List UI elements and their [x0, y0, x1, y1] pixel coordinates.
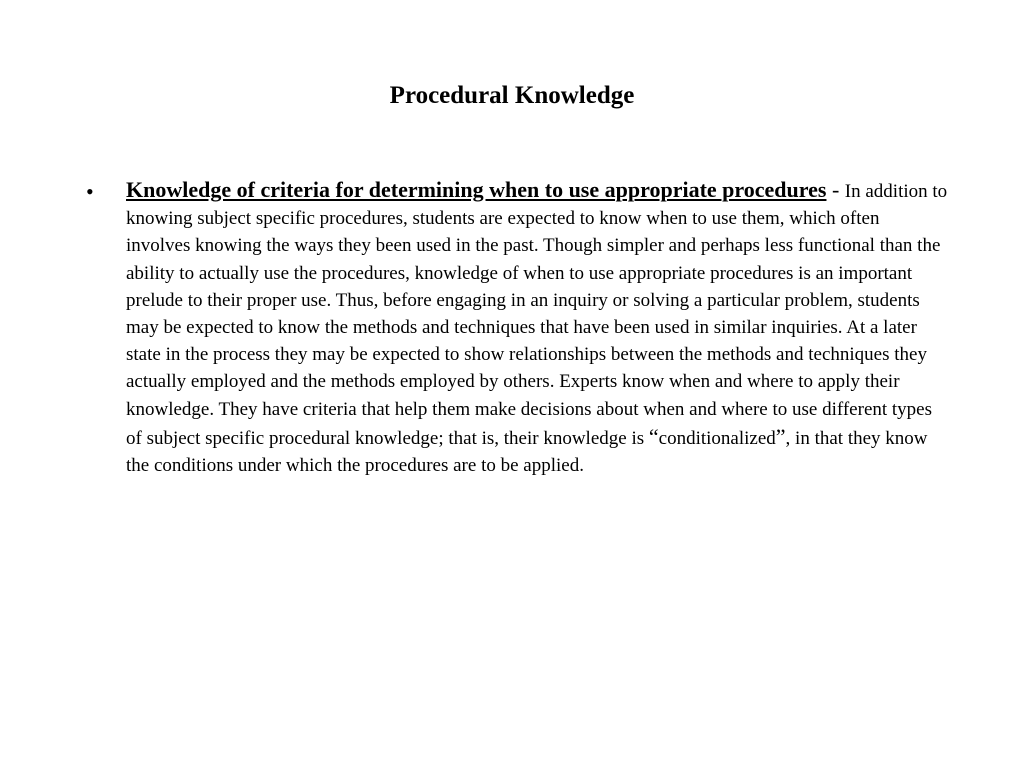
- bullet-item: [86, 176, 948, 479]
- bullet-heading: Knowledge of criteria for determining when to use appropriate procedures: [126, 177, 827, 202]
- bullet-body-text: In addition to knowing subject specific procedures, students are expected to know when to use them, which often involves knowing the ways they been used in the past. Though simpler and perhaps less functional than the ability to actually use the procedures, knowledge of when to use appropriate procedures is an important prelude to their proper use. Thus, before engaging in an inquiry or solving a particular problem, students may be expected to know the methods and techniques that have been used in similar inquiries. At a later state in the process they may be expected to show relationships between the methods and techniques they actually employed and the methods employed by others. Experts know when and where to apply their knowledge. They have criteria that help them make decisions about when and where to use different types of subject specific procedural knowledge; that is, their knowledge is: [126, 181, 948, 449]
- open-quote: “: [648, 423, 659, 449]
- bullet-body-text-end: , in that they know the conditions under which the procedures are to be applied.: [126, 427, 928, 477]
- quoted-term: conditionalized: [658, 427, 776, 449]
- bullet-list: [86, 176, 948, 479]
- close-quote: ”: [775, 423, 786, 449]
- bullet-marker: •: [86, 179, 94, 204]
- bullet-dash: -: [826, 177, 845, 202]
- slide-title: Procedural Knowledge: [389, 82, 635, 109]
